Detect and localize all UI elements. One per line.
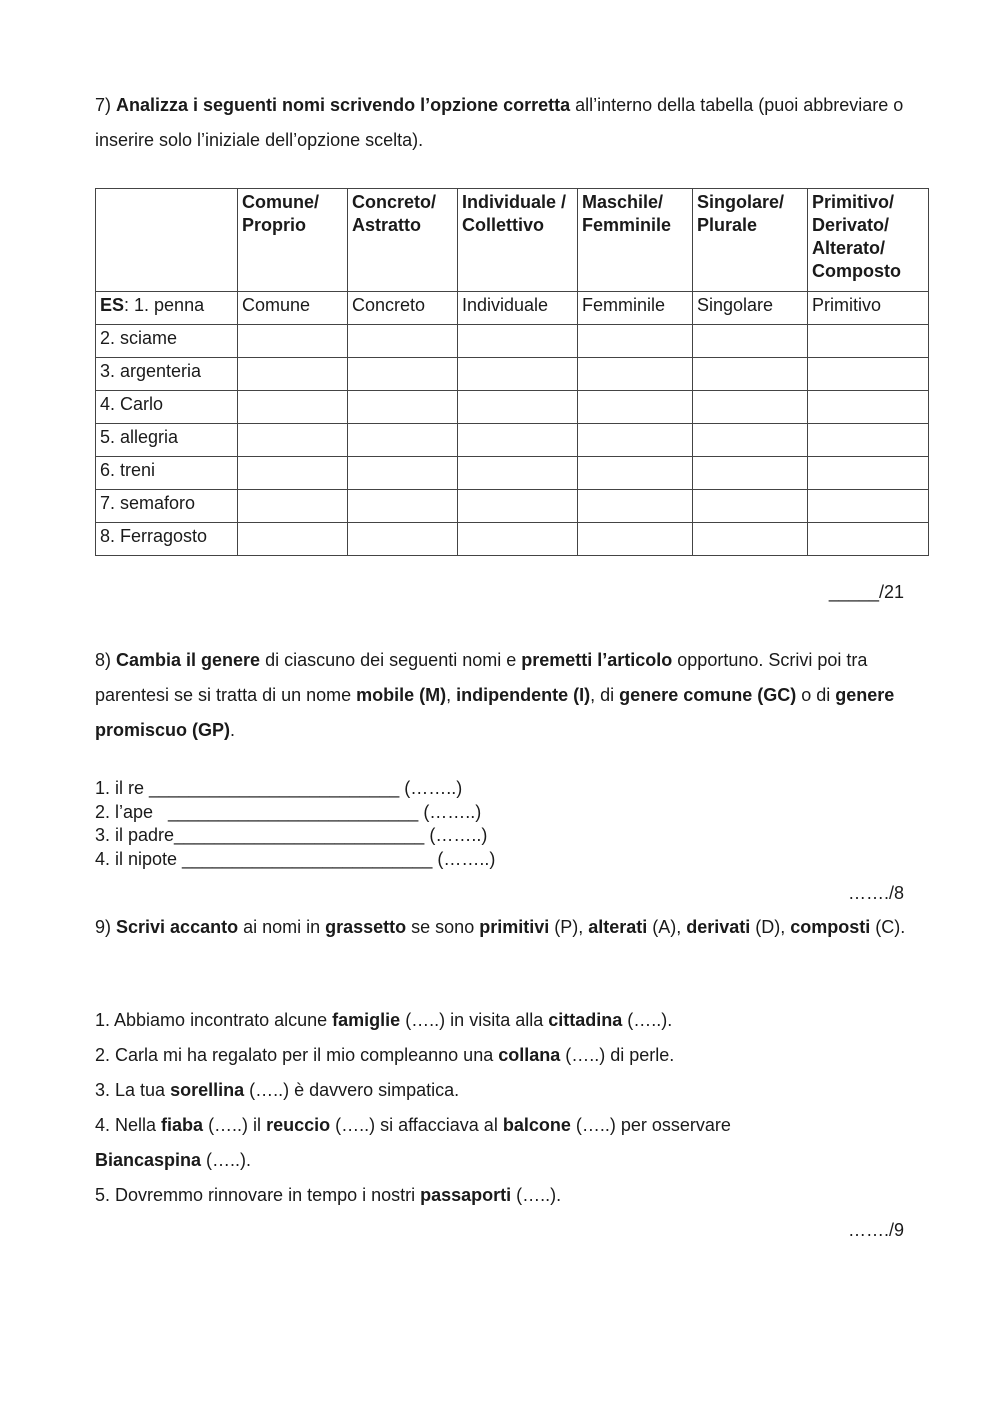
exercise-9-sentences	[95, 1003, 910, 1213]
text: (…..) di perle.	[560, 1045, 675, 1065]
answer-cell[interactable]	[578, 358, 693, 391]
table-row	[96, 457, 929, 490]
list-item[interactable]: 2. l’ape _________________________ (……..)	[95, 801, 482, 822]
text: 9)	[95, 917, 117, 937]
text: (…..) è davvero simpatica.	[244, 1080, 460, 1100]
header-cell: Concreto/ Astratto	[348, 189, 458, 292]
answer-cell[interactable]	[238, 391, 348, 424]
bold-text: indipendente (I)	[456, 685, 591, 705]
header-cell: Singolare/ Plurale	[693, 189, 808, 292]
text: ai nomi in	[238, 917, 326, 937]
header-cell: Individuale / Collettivo	[458, 189, 578, 292]
bold-text: primitivi	[479, 917, 550, 937]
answer-cell[interactable]	[458, 358, 578, 391]
noun-label: 4. Carlo	[96, 391, 238, 424]
bold-text: composti	[790, 917, 871, 937]
text: (…..).	[201, 1150, 252, 1170]
text: 1. Abbiamo incontrato alcune	[95, 1010, 333, 1030]
exercise-9-score: ……./9	[847, 1220, 904, 1240]
noun-label: 7. semaforo	[96, 490, 238, 523]
example-noun: : 1. penna	[124, 295, 205, 315]
sentence	[95, 1038, 910, 1073]
bold-text: sorellina	[170, 1080, 245, 1100]
bold-text: Analizza i seguenti nomi scrivendo l’opzione corretta	[116, 95, 571, 115]
text: di ciascuno dei seguenti nomi e	[260, 650, 522, 670]
example-prefix: ES	[100, 295, 125, 315]
text: opportuno. Scrivi poi tra parentesi se si tratta di un nome	[95, 650, 868, 705]
example-label	[96, 292, 238, 325]
bold-text: alterati	[588, 917, 648, 937]
answer-cell[interactable]	[808, 424, 929, 457]
answer-cell[interactable]	[348, 325, 458, 358]
exercise-7-score: _____/21	[828, 582, 904, 602]
answer-cell[interactable]	[348, 457, 458, 490]
answer-cell[interactable]	[808, 391, 929, 424]
answer-cell[interactable]	[693, 490, 808, 523]
answer-cell[interactable]	[238, 523, 348, 556]
header-cell: Primitivo/ Derivato/ Alterato/ Composto	[808, 189, 929, 292]
bold-text: grassetto	[325, 917, 407, 937]
answer-cell[interactable]	[578, 391, 693, 424]
text: 5. Dovremmo rinnovare in tempo i nostri	[95, 1185, 421, 1205]
exercise-7-instructions	[95, 88, 910, 158]
text: (…..) in visita alla	[400, 1010, 549, 1030]
answer-cell[interactable]	[808, 358, 929, 391]
answer-cell[interactable]	[578, 457, 693, 490]
text: 7)	[95, 95, 117, 115]
exercise-8-list	[95, 777, 910, 871]
bold-text: derivati	[686, 917, 751, 937]
bold-text: passaporti	[420, 1185, 512, 1205]
noun-analysis-table	[95, 188, 929, 556]
example-cell: Concreto	[348, 292, 458, 325]
text: (P),	[549, 917, 589, 937]
answer-cell[interactable]	[348, 490, 458, 523]
text: se sono	[406, 917, 480, 937]
header-cell	[96, 189, 238, 292]
noun-label: 6. treni	[96, 457, 238, 490]
answer-cell[interactable]	[693, 424, 808, 457]
answer-cell[interactable]	[458, 457, 578, 490]
text: (…..) il	[203, 1115, 267, 1135]
text: 4. Nella	[95, 1115, 162, 1135]
exercise-8-score: ……./8	[847, 883, 904, 903]
example-row	[96, 292, 929, 325]
text: o di	[796, 685, 836, 705]
bold-text: Cambia il genere	[116, 650, 261, 670]
text: 8)	[95, 650, 117, 670]
example-cell: Comune	[238, 292, 348, 325]
answer-cell[interactable]	[808, 325, 929, 358]
bold-text: mobile (M)	[356, 685, 447, 705]
text: (…..).	[511, 1185, 562, 1205]
bold-text: fiaba	[161, 1115, 204, 1135]
answer-cell[interactable]	[578, 424, 693, 457]
text: ,	[446, 685, 457, 705]
answer-cell[interactable]	[238, 490, 348, 523]
answer-cell[interactable]	[578, 523, 693, 556]
answer-cell[interactable]	[458, 391, 578, 424]
noun-label: 5. allegria	[96, 424, 238, 457]
example-cell: Singolare	[693, 292, 808, 325]
list-item[interactable]: 3. il padre_________________________ (……..)	[95, 825, 488, 845]
bold-text: reuccio	[266, 1115, 331, 1135]
text: (…..) si affacciava al	[330, 1115, 503, 1135]
answer-cell[interactable]	[693, 391, 808, 424]
sentence	[95, 1178, 910, 1213]
answer-cell[interactable]	[808, 457, 929, 490]
answer-cell[interactable]	[578, 325, 693, 358]
example-cell: Individuale	[458, 292, 578, 325]
answer-cell[interactable]	[458, 523, 578, 556]
table-header-row	[96, 189, 929, 292]
text: , di	[590, 685, 620, 705]
bold-text: famiglie	[332, 1010, 401, 1030]
noun-label: 2. sciame	[96, 325, 238, 358]
exercise-8-instructions	[95, 643, 910, 748]
answer-cell[interactable]	[348, 358, 458, 391]
answer-cell[interactable]	[348, 523, 458, 556]
answer-cell[interactable]	[693, 325, 808, 358]
text: all’interno della tabella (puoi abbreviare o inserire solo l’iniziale dell’opzione scelta).	[95, 95, 904, 150]
exercise-9-instructions	[95, 910, 910, 945]
text: 2. Carla mi ha regalato per il mio compleanno una	[95, 1045, 499, 1065]
bold-text: genere promiscuo (GP)	[95, 685, 895, 740]
bold-text: genere comune (GC)	[619, 685, 797, 705]
text: 3. La tua	[95, 1080, 171, 1100]
sentence	[95, 1003, 910, 1038]
table-row	[96, 325, 929, 358]
answer-cell[interactable]	[238, 424, 348, 457]
table-row	[96, 391, 929, 424]
answer-cell[interactable]	[458, 424, 578, 457]
sentence	[95, 1108, 815, 1178]
bold-text: collana	[498, 1045, 561, 1065]
example-cell: Femminile	[578, 292, 693, 325]
text: (…..).	[622, 1010, 673, 1030]
answer-cell[interactable]	[693, 358, 808, 391]
answer-cell[interactable]	[238, 358, 348, 391]
text: (D),	[750, 917, 791, 937]
text: (…..) per osservare	[570, 1115, 731, 1135]
answer-cell[interactable]	[238, 325, 348, 358]
bold-text: cittadina	[548, 1010, 623, 1030]
noun-label: 3. argenteria	[96, 358, 238, 391]
answer-cell[interactable]	[348, 424, 458, 457]
table-row	[96, 358, 929, 391]
header-cell: Comune/ Proprio	[238, 189, 348, 292]
list-item[interactable]: 4. il nipote _________________________ (……..)	[95, 848, 496, 869]
table-row	[96, 424, 929, 457]
bold-text: Biancaspina	[95, 1150, 202, 1170]
answer-cell[interactable]	[238, 457, 348, 490]
answer-cell[interactable]	[458, 490, 578, 523]
header-cell: Maschile/ Femminile	[578, 189, 693, 292]
text: (C).	[870, 917, 906, 937]
text: .	[230, 720, 236, 740]
text: (A),	[647, 917, 687, 937]
answer-cell[interactable]	[693, 457, 808, 490]
bold-text: Scrivi accanto	[116, 917, 239, 937]
bold-text: premetti l’articolo	[521, 650, 673, 670]
answer-cell[interactable]	[693, 523, 808, 556]
table-row	[96, 523, 929, 556]
answer-cell[interactable]	[808, 490, 929, 523]
example-cell: Primitivo	[808, 292, 929, 325]
bold-text: balcone	[502, 1115, 571, 1135]
answer-cell[interactable]	[458, 325, 578, 358]
answer-cell[interactable]	[578, 490, 693, 523]
sentence	[95, 1073, 910, 1108]
list-item[interactable]: 1. il re _________________________ (……..)	[95, 778, 463, 798]
answer-cell[interactable]	[808, 523, 929, 556]
answer-cell[interactable]	[348, 391, 458, 424]
noun-label: 8. Ferragosto	[96, 523, 238, 556]
table-row	[96, 490, 929, 523]
